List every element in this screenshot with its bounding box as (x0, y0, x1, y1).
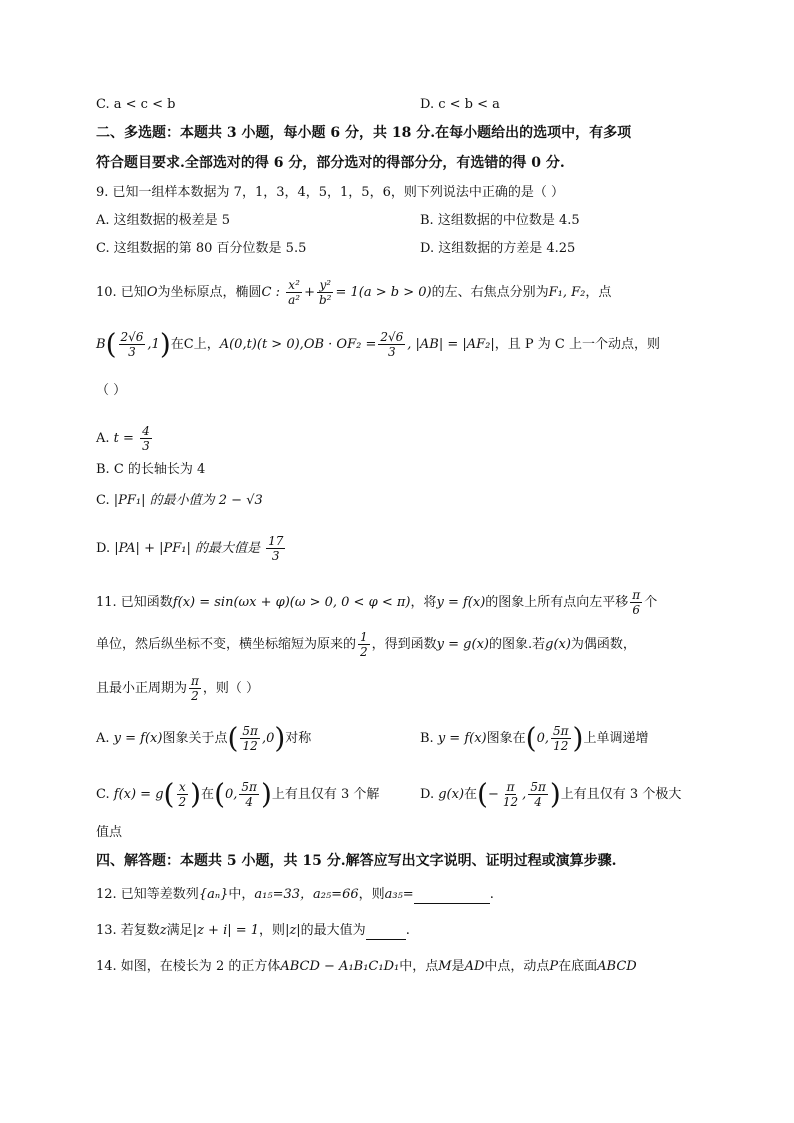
q10-origin: O (146, 285, 158, 300)
q13-modulus: |z| (285, 923, 301, 938)
q12-target: a₃₅= (384, 887, 414, 902)
section-4-heading: 四、解答题：本题共 5 小题，共 15 分.解答应写出文字说明、证明过程或演算步骤. (96, 853, 617, 869)
q13-answer-blank[interactable] (366, 939, 406, 940)
q11-text: ，则（ ） (202, 681, 260, 696)
q14-text: 在底面 (558, 959, 598, 974)
frac-num: 2√6 (380, 330, 404, 344)
frac-den: 12 (553, 739, 569, 753)
q11-text: 0, (536, 731, 549, 746)
frac-num: π (191, 674, 199, 688)
q10-point-b: B (96, 337, 106, 352)
q13-stem: 13. 若复数z满足|z + i| = 1，则|z|的最大值为 . (96, 923, 410, 938)
q10-point-b-y: ,1 (147, 337, 160, 352)
frac-num: 2√6 (120, 330, 144, 344)
frac-num: 5π (242, 724, 258, 738)
frac-den: 3 (387, 345, 396, 359)
q11-text: 图象在 (486, 731, 526, 746)
q10-option-c (96, 492, 263, 510)
q10-foci: F₁, F₂ (548, 285, 586, 300)
frac-den: 2 (178, 795, 187, 809)
section-2-heading-line1: 二、多选题：本题共 3 小题，每小题 6 分，共 18 分.在每小题给出的选项中，有多项 (96, 125, 632, 141)
q9-option-d: D. 这组数据的方差是 4.25 (420, 241, 576, 256)
q10-text: ，点 (585, 285, 612, 300)
frac-num: x² (288, 278, 300, 292)
q11-option-c: C. f(x) = g( $\frac{x}{2}$ )在(0, $\frac{5\pi}{4}$ )上有且仅有 3 个解 (96, 777, 380, 811)
q11-text: 在 (464, 787, 478, 802)
q12-stem: 12. 已知等差数列{aₙ}中，a₁₅=33，a₂₅=66，则a₃₅= . (96, 887, 494, 902)
frac-num: y² (319, 278, 332, 292)
q11-text: 个 (644, 595, 658, 610)
q10-point-a: A(0,t)(t > 0), (219, 337, 304, 352)
q11-text: 单位，然后纵坐标不变，横坐标缩短为原来的 (96, 637, 357, 652)
q10-option-a (96, 424, 154, 453)
q11-stem-line1 (96, 588, 657, 617)
q11-option-b-expr: y = f(x) (437, 731, 487, 746)
q10-frac-b (119, 330, 146, 359)
q11-text: 在 (201, 787, 215, 802)
q11-option-b: B. y = f(x)图象在(0, $\frac{5\pi}{12}$ )上单调递增 (420, 721, 649, 755)
q10-dot-product: OB · OF₂ = (303, 337, 377, 352)
option-label: A. (96, 731, 110, 746)
q11-option-c-frac-x (176, 780, 188, 809)
frac-num: x (178, 780, 186, 794)
q11-option-c-expr: f(x) = g (113, 787, 164, 802)
frac-num: 4 (142, 424, 150, 438)
q13-text: 13. 若复数 (96, 923, 160, 938)
q11-text: 图象关于点 (162, 731, 228, 746)
q11-text: 11. 已知函数 (96, 595, 173, 610)
q10-option-c-expr: |PF₁| 的最小值为 2 − √3 (113, 493, 263, 508)
q10-stem-line1: 10. 已知O为坐标原点，椭圆C : $\frac{\text{x²}}{\text{a²}}$ + $\frac{\text{y²}}{\text{b²}}$ = 1(a > b > 0)的左、右焦点分别为F₁, F₂，点 (96, 278, 612, 307)
q10-option-a-frac (140, 424, 152, 453)
q11-option-a: A. y = f(x)图象关于点( $\frac{5\pi}{12}$ ,0)对称 (96, 721, 312, 755)
frac-num: π (506, 780, 515, 794)
q10-ellipse-label: C : (261, 285, 280, 300)
q12-text: ，则 (358, 887, 385, 902)
q12-text: 中， (228, 887, 255, 902)
q10-frac-y (317, 278, 334, 307)
q10-abs-eq: , |AB| = |AF₂| (407, 337, 495, 352)
frac-den: b² (318, 293, 332, 307)
q14-text: 是 (451, 959, 465, 974)
q12-answer-blank[interactable] (414, 903, 490, 904)
q13-text: 满足 (166, 923, 193, 938)
frac-den: 2 (191, 689, 199, 703)
q14-base: ABCD (597, 959, 637, 974)
frac-den: 4 (534, 795, 542, 809)
q11-frac-period (189, 674, 201, 703)
q11-text: 的图象上所有点向左平移 (485, 595, 629, 610)
option-label: A. (96, 431, 110, 446)
q10-text: 的左、右焦点分别为 (431, 285, 549, 300)
q11-function: y = f(x) (436, 595, 486, 610)
frac-den: 4 (245, 795, 253, 809)
q10-text: ，且 P 为 C 上一个动点，则 (494, 337, 661, 352)
q11-stem-line2 (96, 630, 636, 659)
frac-num: 17 (268, 534, 284, 548)
q10-frac-vec (378, 330, 405, 359)
frac-den: 12 (502, 795, 519, 809)
q12-sequence: {aₙ} (198, 887, 229, 902)
frac-den: a² (288, 293, 301, 307)
q12-text: 12. 已知等差数列 (96, 887, 199, 902)
q11-text: 的图象.若 (488, 637, 546, 652)
q11-text: ,0 (261, 731, 275, 746)
section-2-heading-line2: 符合题目要求.全部选对的得 6 分，部分选对的得部分分，有选错的得 0 分. (96, 155, 565, 171)
q11-text: 上有且仅有 3 个解 (271, 787, 380, 802)
option-label: B. (420, 731, 434, 746)
q11-option-d: D. g(x)在(− $\frac{\pi}{12}$ , $\frac{5\pi}{4}$ )上有且仅有 3 个极大 (420, 777, 682, 811)
q11-text: 上单调递增 (583, 731, 649, 746)
q8-option-c: C. a < c < b (96, 97, 176, 112)
q14-point-m: M (438, 959, 452, 974)
q11-option-d-continued: 值点 (96, 825, 123, 840)
q9-stem: 9. 已知一组样本数据为 7，1，3，4，5，1，5，6，则下列说法中正确的是（ ） (96, 185, 564, 200)
q8-option-d: D. c < b < a (420, 97, 500, 112)
q11-stem-line3 (96, 674, 259, 703)
q11-option-d-frac1 (501, 780, 520, 809)
q10-text: 10. 已知 (96, 285, 147, 300)
option-label: D. (420, 787, 435, 802)
q14-text: 中，点 (399, 959, 439, 974)
frac-den: 3 (128, 345, 136, 359)
q10-stem-line2: B( $\frac{2√6}{3}$ ,1)在C上，A(0,t)(t > 0),OB · OF₂ = $\frac{2√6}{3}$ , |AB| = |AF₂|，且 P 为 C 上一个动点，则 (96, 327, 661, 361)
q10-text: 为坐标原点，椭圆 (157, 285, 262, 300)
option-label: C. (96, 787, 110, 802)
frac-den: 12 (242, 739, 258, 753)
q14-text: 中点，动点 (484, 959, 550, 974)
q11-text: 对称 (285, 731, 312, 746)
q9-option-a: A. 这组数据的极差是 5 (96, 213, 231, 228)
q11-option-d-expr: g(x) (438, 787, 465, 802)
q11-text: , (522, 787, 527, 802)
q11-option-a-expr: y = f(x) (113, 731, 163, 746)
q13-z: z (159, 923, 167, 938)
q13-text: 的最大值为 (300, 923, 366, 938)
q10-option-a-expr: t = (113, 431, 134, 446)
q11-function: g(x) (545, 637, 571, 652)
q11-option-a-frac (240, 724, 260, 753)
frac-num: 5π (552, 724, 569, 738)
q11-frac-half (358, 630, 370, 659)
frac-den: 6 (632, 603, 641, 617)
frac-num: 5π (241, 780, 257, 794)
q11-frac-shift (630, 588, 642, 617)
q13-text: ，则 (259, 923, 286, 938)
frac-num: 5π (530, 780, 546, 794)
q10-text: 在C上， (170, 337, 220, 352)
q14-cube: ABCD − A₁B₁C₁D₁ (280, 959, 400, 974)
q10-option-d-frac (266, 534, 285, 563)
option-label: D. (96, 541, 111, 556)
q11-text: 为偶函数， (570, 637, 636, 652)
frac-den: 2 (360, 645, 368, 659)
q10-option-d (96, 534, 287, 563)
q14-stem (96, 958, 637, 976)
frac-num: 1 (360, 630, 368, 644)
q11-text: ，得到函数 (371, 637, 437, 652)
q10-ellipse-rhs: = 1(a > b > 0) (335, 285, 432, 300)
q11-text: ，将 (410, 595, 437, 610)
q10-option-b: B. C 的长轴长为 4 (96, 462, 206, 477)
frac-num: π (632, 588, 641, 602)
q11-option-d-frac2 (528, 780, 548, 809)
q13-condition: |z + i| = 1 (192, 923, 260, 938)
q10-answer-paren: （ ） (96, 383, 127, 398)
q11-option-b-frac (551, 724, 571, 753)
q14-text: 14. 如图，在棱长为 2 的正方体 (96, 959, 281, 974)
frac-den: 3 (142, 439, 150, 453)
q11-text: 上有且仅有 3 个极大 (560, 787, 682, 802)
q11-option-c-frac (239, 780, 259, 809)
q11-text: 0, (225, 787, 238, 802)
frac-den: 3 (271, 549, 280, 563)
q10-frac-x (286, 278, 302, 307)
option-label: C. (96, 493, 110, 508)
q11-text: 且最小正周期为 (96, 681, 188, 696)
q11-function: y = g(x) (436, 637, 489, 652)
q12-terms: a₁₅=33，a₂₅=66 (254, 887, 359, 902)
q11-text: − (487, 787, 499, 802)
q10-option-d-expr: |PA| + |PF₁| 的最大值是 (114, 541, 260, 556)
q11-function: f(x) = sin(ωx + φ)(ω > 0, 0 < φ < π) (172, 595, 411, 610)
q9-option-c: C. 这组数据的第 80 百分位数是 5.5 (96, 241, 307, 256)
q14-edge-ad: AD (464, 959, 485, 974)
q14-point-p: P (549, 959, 559, 974)
q9-option-b: B. 这组数据的中位数是 4.5 (420, 213, 580, 228)
